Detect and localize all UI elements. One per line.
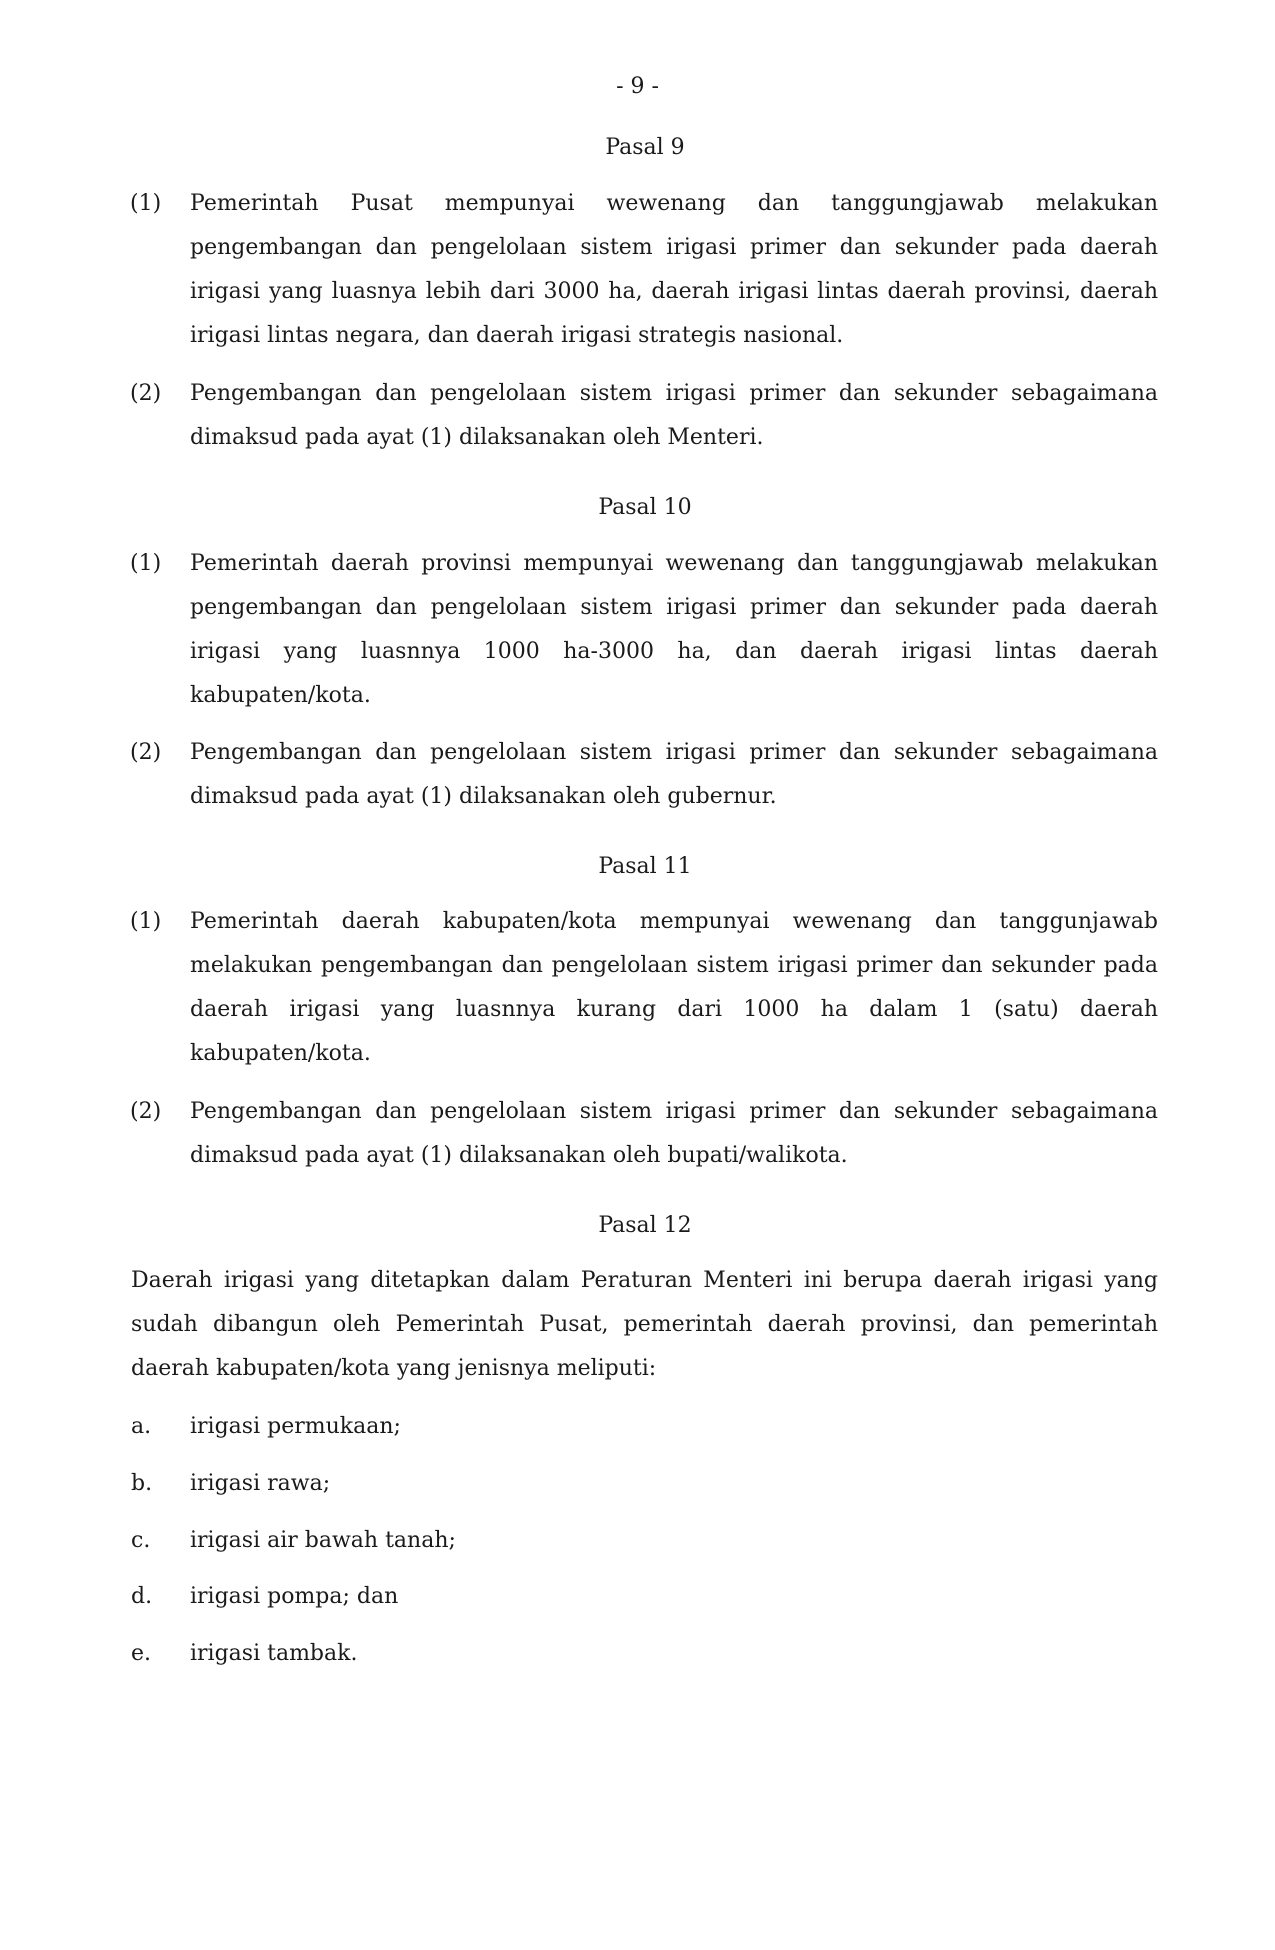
pasal-9-ayat-1 (130, 182, 1158, 358)
list-item (131, 1469, 330, 1499)
pasal-10-heading: Pasal 10 (598, 495, 692, 520)
list-item (131, 1639, 357, 1669)
pasal-12-heading: Pasal 12 (598, 1213, 692, 1238)
ayat-number: (1) (130, 191, 162, 216)
ayat-text: Pengembangan dan pengelolaan sistem irigasi primer dan sekunder sebagaimana dimaksud pada ayat (1) dilaksanakan oleh gubernur. (190, 740, 1158, 809)
list-item (131, 1526, 456, 1556)
pasal-11-ayat-1 (130, 900, 1158, 1076)
pasal-9-heading: Pasal 9 (605, 135, 685, 160)
ayat-text: Pengembangan dan pengelolaan sistem irigasi primer dan sekunder sebagaimana dimaksud pada ayat (1) dilaksanakan oleh bupati/walikota. (190, 1099, 1158, 1168)
list-label: c. (131, 1528, 151, 1553)
list-text: irigasi air bawah tanah; (190, 1528, 456, 1553)
pasal-10-ayat-1 (130, 542, 1158, 718)
ayat-number: (2) (130, 1099, 162, 1124)
ayat-number: (2) (130, 381, 162, 406)
list-label: d. (131, 1584, 153, 1609)
list-item (131, 1582, 398, 1612)
list-label: b. (131, 1471, 153, 1496)
ayat-number: (1) (130, 551, 162, 576)
list-label: e. (131, 1641, 152, 1666)
list-text: irigasi pompa; dan (190, 1584, 399, 1609)
page-number: - 9 - (616, 74, 659, 99)
list-text: irigasi rawa; (190, 1471, 331, 1496)
ayat-text: Pengembangan dan pengelolaan sistem irigasi primer dan sekunder sebagaimana dimaksud pada ayat (1) dilaksanakan oleh Menteri. (190, 381, 1158, 450)
pasal-11-heading: Pasal 11 (598, 854, 692, 879)
list-text: irigasi permukaan; (190, 1414, 401, 1439)
pasal-10-ayat-2 (130, 731, 1158, 819)
list-text: irigasi tambak. (190, 1641, 358, 1666)
ayat-text: Pemerintah daerah kabupaten/kota mempunyai wewenang dan tanggunjawab melakukan pengembangan dan pengelolaan sistem irigasi primer dan sekunder pada daerah irigasi yang luasnnya kurang dari 1000 ha dalam 1 (satu) daerah kabupaten/kota. (190, 909, 1158, 1066)
ayat-number: (1) (130, 909, 162, 934)
ayat-number: (2) (130, 740, 162, 765)
list-label: a. (131, 1414, 152, 1439)
ayat-text: Pemerintah daerah provinsi mempunyai wewenang dan tanggungjawab melakukan pengembangan dan pengelolaan sistem irigasi primer dan sekunder pada daerah irigasi yang luasnnya 1000 ha-3000 ha, dan daerah irigasi lintas daerah kabupaten/kota. (190, 551, 1158, 708)
pasal-9-ayat-2 (130, 372, 1158, 460)
pasal-12-paragraph: Daerah irigasi yang ditetapkan dalam Peraturan Menteri ini berupa daerah irigasi yang sudah dibangun oleh Pemerintah Pusat, pemerintah daerah provinsi, dan pemerintah daerah kabupaten/kota yang jenisnya meliputi: (131, 1268, 1158, 1381)
pasal-11-ayat-2 (130, 1090, 1158, 1178)
ayat-text: Pemerintah Pusat mempunyai wewenang dan tanggungjawab melakukan pengembangan dan pengelolaan sistem irigasi primer dan sekunder pada daerah irigasi yang luasnya lebih dari 3000 ha, daerah irigasi lintas daerah provinsi, daerah irigasi lintas negara, dan daerah irigasi strategis nasional. (190, 191, 1158, 348)
list-item (131, 1412, 401, 1442)
